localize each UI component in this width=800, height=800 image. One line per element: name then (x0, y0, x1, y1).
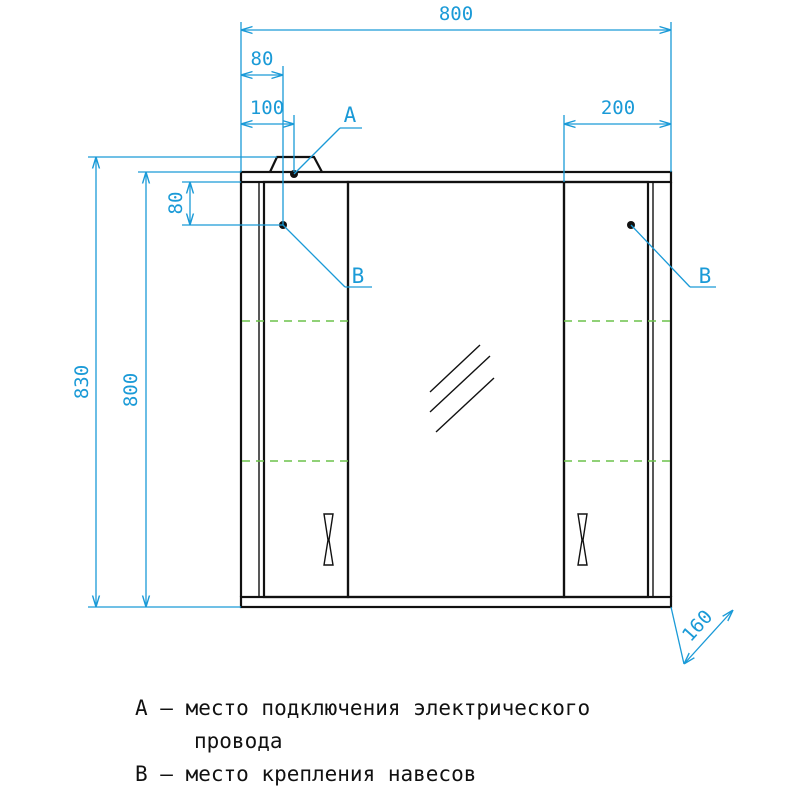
dim-depth: 160 (677, 605, 718, 647)
dim-left-offset-b: 100 (249, 97, 285, 119)
left-door (264, 182, 348, 597)
dim-total-height: 830 (71, 364, 93, 400)
right-door (564, 182, 648, 597)
callout-b-left: B (351, 264, 365, 288)
legend-a-line2: провода (194, 729, 283, 753)
top-plank (241, 172, 671, 182)
dim-left-offset-a: 80 (250, 48, 274, 70)
callout-a: A (343, 103, 357, 127)
legend-b-line: B – место крепления навесов (135, 762, 477, 786)
left-handle-icon (324, 514, 333, 565)
bottom-plank (241, 597, 671, 607)
dimension-lines (88, 22, 733, 664)
legend-a-line1: A – место подключения электрического (135, 696, 591, 720)
dim-mount-drop: 80 (165, 191, 187, 215)
lamp-housing (270, 157, 322, 172)
dim-right-offset-b: 200 (600, 97, 636, 119)
mirror-reflection-icon (430, 345, 494, 432)
legend (135, 692, 775, 791)
dim-body-height: 800 (120, 372, 142, 408)
dim-total-width: 800 (438, 3, 474, 25)
cabinet-outline (241, 157, 671, 607)
centre-mirror (348, 182, 564, 597)
shelves (242, 321, 670, 461)
callout-b-right: B (698, 264, 712, 288)
right-handle-icon (578, 514, 587, 565)
